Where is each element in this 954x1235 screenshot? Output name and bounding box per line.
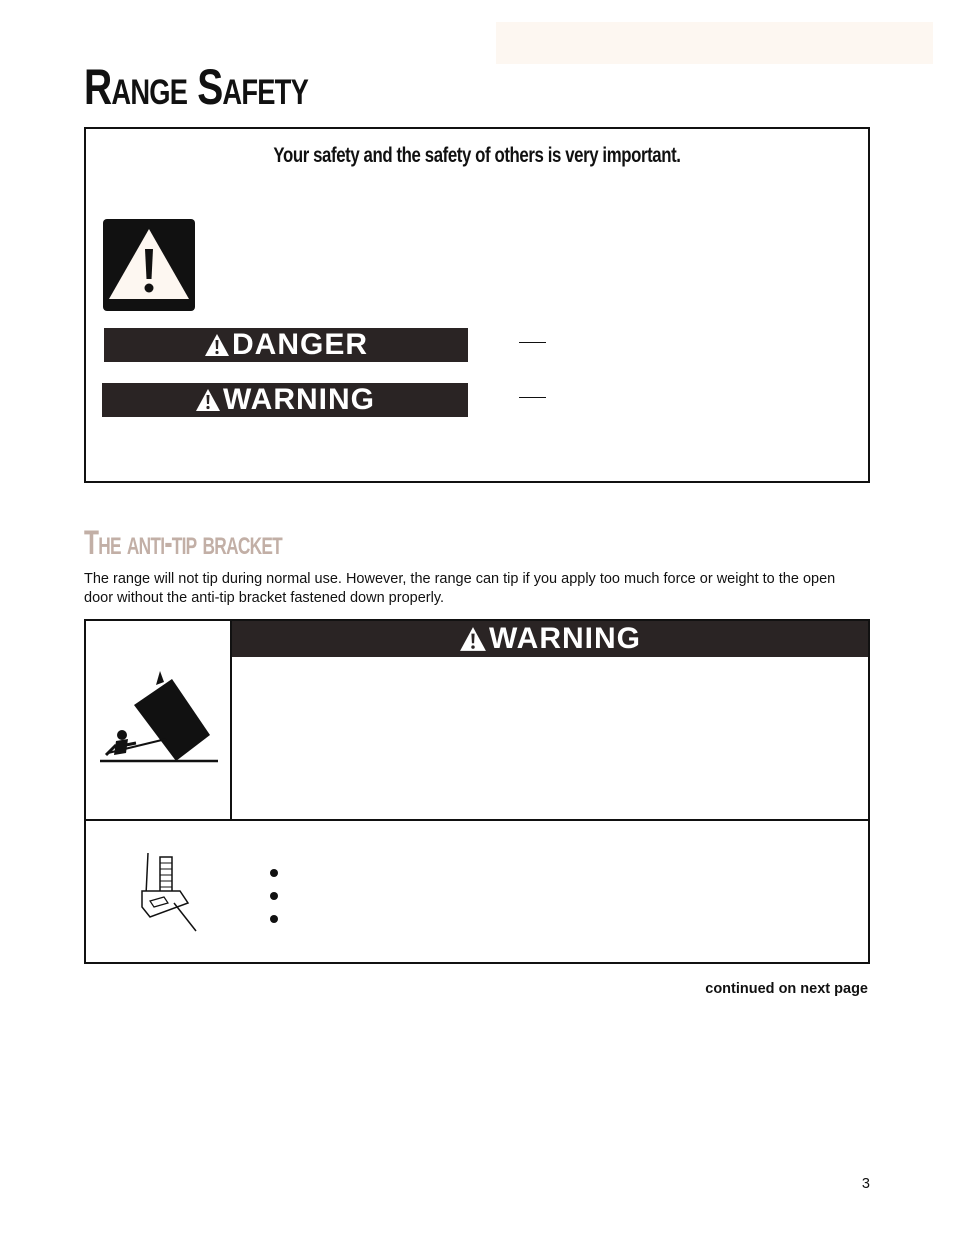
safety-alert-triangle-icon xyxy=(103,219,195,311)
bullet-2 xyxy=(270,892,278,900)
warning-label: WARNING xyxy=(223,383,375,416)
anti-tip-box-divider xyxy=(86,819,868,821)
danger-dash xyxy=(519,342,546,343)
bullet-1 xyxy=(270,869,278,877)
anti-tip-intro: The range will not tip during normal use. However, the range can tip if you apply too much force or weight to the open door without the anti-tip bracket fastened down properly. xyxy=(84,571,836,606)
warning-dash xyxy=(519,397,546,398)
range-tip-over-icon xyxy=(96,669,220,773)
continued-label: continued on next page xyxy=(705,981,868,997)
anti-tip-warning-box xyxy=(84,619,870,964)
anti-tip-warning-alert-icon xyxy=(459,626,487,652)
tip-illustration-cell xyxy=(86,621,232,819)
danger-alert-icon xyxy=(204,333,230,357)
warning-signal-bar xyxy=(102,383,468,417)
danger-label: DANGER xyxy=(231,328,368,361)
warning-alert-icon xyxy=(195,388,221,412)
page-title: Range Safety xyxy=(84,59,309,115)
bullet-3 xyxy=(270,915,278,923)
header-band xyxy=(496,22,933,64)
anti-tip-bracket-icon xyxy=(136,851,200,933)
safety-message-box xyxy=(84,127,870,483)
safety-subtitle: Your safety and the safety of others is very important. xyxy=(273,144,681,167)
danger-signal-bar xyxy=(104,328,468,362)
anti-tip-warning-label: WARNING xyxy=(489,622,641,655)
anti-tip-heading: The anti-tip bracket xyxy=(84,524,282,562)
anti-tip-warning-header xyxy=(232,621,868,657)
page-number: 3 xyxy=(861,1176,870,1192)
